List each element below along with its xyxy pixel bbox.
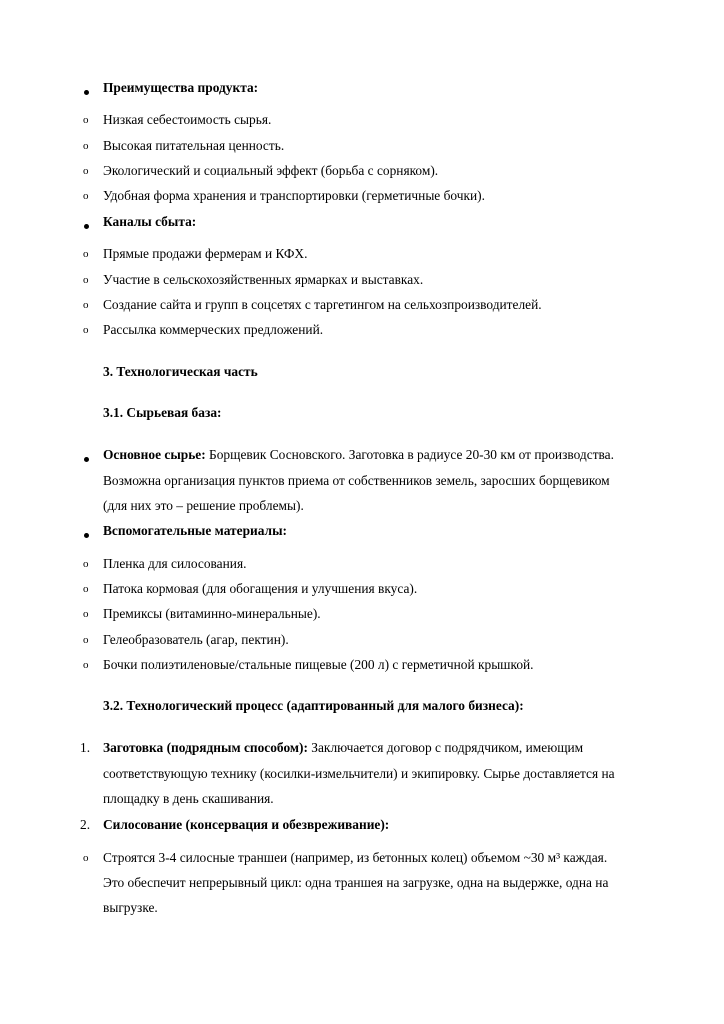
subsection-heading: 3.2. Технологический процесс (адаптированный для малого бизнеса): (103, 698, 524, 713)
bullet-circle-icon: o (83, 558, 89, 570)
aux-item: Бочки полиэтиленовые/стальные пищевые (200 л) с герметичной крышкой. (103, 657, 534, 672)
channel-item: Участие в сельскохозяйственных ярмарках и выставках. (103, 272, 424, 287)
advantage-item: Экологический и социальный эффект (борьба с сорняком). (103, 163, 439, 178)
advantage-item: Высокая питательная ценность. (103, 138, 285, 153)
bullet-circle-icon: o (83, 583, 89, 595)
advantage-item: Удобная форма хранения и транспортировки (герметичные бочки). (103, 188, 485, 203)
step2-sub-line: выгрузке. (103, 900, 158, 915)
subsection-heading: 3.1. Сырьевая база: (103, 405, 222, 420)
main-raw-label: Основное сырье: (103, 447, 206, 462)
bullet-circle-icon: o (83, 274, 89, 286)
bullet-circle-icon: o (83, 852, 89, 864)
bullet-circle-icon: o (83, 659, 89, 671)
bullet-circle-icon: o (83, 324, 89, 336)
bullet-disc-icon (84, 90, 89, 95)
aux-item: Премиксы (витаминно-минеральные). (103, 606, 321, 621)
section-heading: 3. Технологическая часть (103, 364, 258, 379)
step1-line: площадку в день скашивания. (103, 791, 274, 806)
bullet-circle-icon: o (83, 114, 89, 126)
bullet-disc-icon (84, 533, 89, 538)
step1-line: соответствующую технику (косилки-измельчители) и экипировку. Сырье доставляется на (103, 766, 615, 781)
bullet-circle-icon: o (83, 608, 89, 620)
bullet-circle-icon: o (83, 140, 89, 152)
step-number: 2. (80, 817, 91, 832)
bullet-circle-icon: o (83, 248, 89, 260)
bullet-disc-icon (84, 224, 89, 229)
aux-item: Пленка для силосования. (103, 556, 247, 571)
bullet-disc-icon (84, 457, 89, 462)
step1-line (103, 740, 583, 756)
step2-sub-line: Это обеспечит непрерывный цикл: одна траншея на загрузке, одна на выдержке, одна на (103, 875, 609, 890)
step2-sub-line: Строятся 3-4 силосные траншеи (например, из бетонных колец) объемом ~30 м³ каждая. (103, 850, 608, 865)
main-raw-text: Борщевик Сосновского. Заготовка в радиусе 20-30 км от производства. (205, 447, 614, 462)
step-number: 1. (80, 740, 91, 755)
channel-item: Прямые продажи фермерам и КФХ. (103, 246, 308, 261)
aux-heading: Вспомогательные материалы: (103, 523, 287, 538)
channel-item: Рассылка коммерческих предложений. (103, 322, 324, 337)
step1-label: Заготовка (подрядным способом): (103, 740, 308, 755)
step1-text: Заключается договор с подрядчиком, имеющим (307, 740, 584, 755)
bullet-circle-icon: o (83, 165, 89, 177)
main-raw-line: Возможна организация пунктов приема от собственников земель, заросших борщевиком (103, 473, 610, 488)
advantage-item: Низкая себестоимость сырья. (103, 112, 272, 127)
bullet-circle-icon: o (83, 299, 89, 311)
aux-item: Гелеобразователь (агар, пектин). (103, 632, 289, 647)
channel-item: Создание сайта и групп в соцсетях с таргетингом на сельхозпроизводителей. (103, 297, 542, 312)
bullet-circle-icon: o (83, 634, 89, 646)
aux-item: Патока кормовая (для обогащения и улучшения вкуса). (103, 581, 418, 596)
main-raw-line: (для них это – решение проблемы). (103, 498, 304, 513)
channels-heading: Каналы сбыта: (103, 214, 197, 229)
bullet-circle-icon: o (83, 190, 89, 202)
main-raw-line (103, 447, 614, 463)
advantages-heading: Преимущества продукта: (103, 80, 259, 95)
step2-label: Силосование (консервация и обезвреживание): (103, 817, 390, 832)
